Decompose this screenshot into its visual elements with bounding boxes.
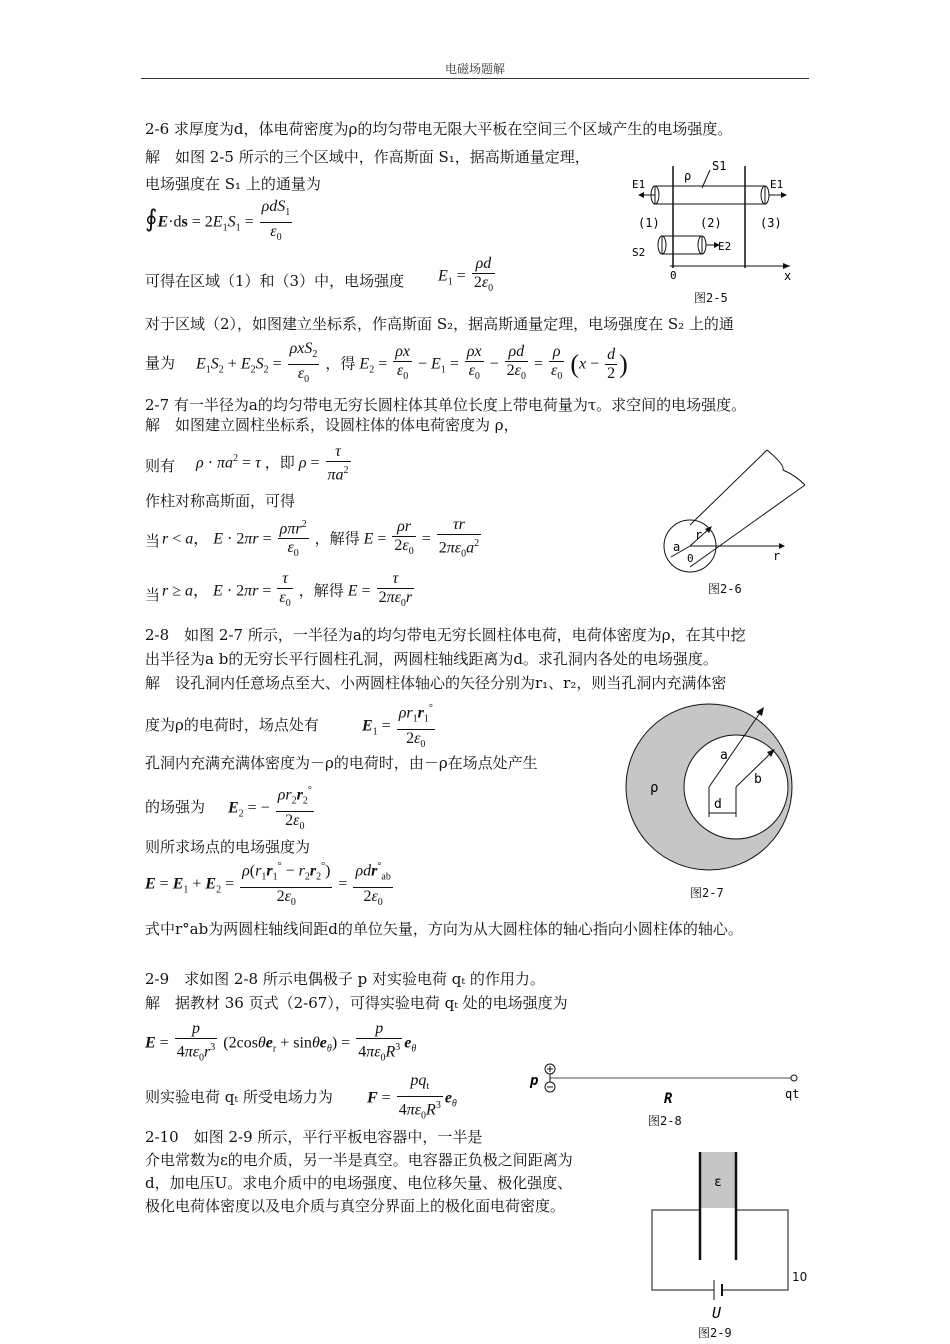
when-lt-label: 当 [145,532,161,550]
fig29-eps: ε [714,1175,722,1190]
region2-text: 对于区域（2），如图建立坐标系，作高斯面 S₂，据高斯通量定理，电场强度在 S₂ 上的通 [145,315,734,333]
fig27-d: d [714,797,722,812]
fig25-region2: (2) [700,216,722,230]
figure-2-5 [630,158,795,288]
solve-label-2: ，解得 [298,581,344,600]
fig25-S2: S2 [632,246,646,259]
solution-2-8-line1: 解 设孔洞内任意场点至大、小两圆柱体轴心的矢径分别为r₁、r₂，则当孔洞内充满体密 [145,674,727,692]
problem-2-10-line4: 极化电荷体密度以及电介质与真空分界面上的极化面电荷密度。 [145,1197,566,1215]
fig25-E1-left: E1 [632,178,646,191]
fig25-E2: E2 [718,240,732,253]
fig25-S1: S1 [712,159,727,173]
equation-rho-tau: $\rho \cdot \pi a^2 = \tau$ ，即 ρ = $\frac{\tau}{\pi a^2}$ [196,443,349,484]
equation-region2: $E_1S_2 + E_2S_2$ = $\frac{\rho xS_2}{\varepsilon_0}$ ，得 $E_2$ = $\frac{\rho x}{\varepsilon_0}$ − $E_1$ = $\frac{\rho x}{\varepsilon_0}$ − $\frac{\rho d}{2\varepsilon_0}$ = $\frac{\rho}{\varepsilon_0}$ (x − $\frac{d}{2}$ ) [196,340,628,386]
solution-2-8-line4: 的场强为 [145,798,206,816]
fig29-U: U [712,1304,722,1322]
solution-2-8-line3: 孔洞内充满充满体密度为－ρ的电荷时，由－ρ在场点处产生 [145,754,538,772]
caption-2-5: 图2-5 [694,291,728,305]
fig27-a: a [720,748,728,763]
solution-2-6-intro: 解 如图 2-5 所示的三个区域中，作高斯面 S₁，据高斯通量定理， [145,148,590,166]
caption-2-7: 图2-7 [690,886,724,900]
solution-2-8-line5: 则所求场点的电场强度为 [145,838,311,856]
problem-2-10-line2: 介电常数为ε的电介质，另一半是真空。电容器正负极之间距离为 [145,1151,573,1169]
figure-2-6 [655,445,815,575]
when-ge-label: 当 [145,586,161,604]
equation-E2-cavity: $E_2$ = − $\frac{\rho r_2r_2^\circ}{2\varepsilon_0}$ [228,782,316,836]
caption-2-9: 图2-9 [698,1326,732,1340]
solution-2-8-line2: 度为ρ的电荷时，场点处有 [145,716,319,734]
caption-2-6: 图2-6 [708,582,742,596]
equation-E-total: $E = E_1 + E_2$ = $\frac{\rho(r_1r_1^\circ - r_2r_2^\circ)}{2\varepsilon_0}$ = $\frac{\rho dr^\circ_{ab}}{2\varepsilon_0}$ [145,858,395,912]
gauss-surface-text: 作柱对称高斯面，可得 [145,492,296,510]
then-label: 则有 [145,457,176,475]
region13-text: 可得在区域（1）和（3）中，电场强度 [145,272,405,290]
solution-2-7-intro: 解 如图建立圆柱坐标系，设圆柱体的体电荷密度为 ρ， [145,416,519,434]
equation-inside: r < a， E · 2πr = $\frac{\rho\pi r^2}{\varepsilon_0}$ ，解得 E = $\frac{\rho r}{2\varepsilon_0}$ = $\frac{\tau r}{2\pi\varepsilon_0a^2}$ [162,516,480,560]
fig26-origin: 0 [687,552,694,565]
flux-intro: 电场强度在 S₁ 上的通量为 [145,175,321,193]
figure-2-9 [650,1150,790,1325]
fig26-r-label: r [695,528,703,542]
de-label: ，得 [325,354,356,373]
equation-outside: r ≥ a， E · 2πr = $\frac{\tau}{\varepsilon_0}$ ，解得 E = $\frac{\tau}{2\pi\varepsilon_0r}$ [162,570,413,610]
ji-label: ，即 [264,453,295,472]
equation-force: F = $\frac{pq_t}{4\pi\varepsilon_0R^3}$ $e_\theta$ [367,1072,457,1122]
solution-2-9-intro: 解 据教材 36 页式（2-67），可得实验电荷 qₜ 处的电场强度为 [145,994,568,1012]
fig28-qt: qt [785,1087,800,1101]
problem-2-9-text: 2-9 求如图 2-8 所示电偶极子 p 对实验电荷 qₜ 的作用力。 [145,970,545,988]
fig25-rho: ρ [684,169,692,183]
problem-2-10-line3: d，加电压U。求电介质中的电场强度、电位移矢量、极化强度、 [145,1174,573,1192]
page-header: 电磁场题解 [444,62,505,76]
solution-2-8-line6: 式中r°ab为两圆柱轴线间距d的单位矢量，方向为从大圆柱体的轴心指向小圆柱体的轴心。 [145,920,743,938]
fig28-R: R [664,1091,673,1107]
problem-2-8-line1: 2-8 如图 2-7 所示，一半径为a的均匀带电无穷长圆柱体电荷，电荷体密度为ρ，在其中挖 [145,626,746,644]
caption-2-8: 图2-8 [648,1114,682,1128]
fig25-x: x [784,269,792,283]
fig25-E1-right: E1 [770,178,784,191]
problem-2-8-line2: 出半径为a b的无穷长平行圆柱孔洞，两圆柱轴线距离为d。求孔洞内各处的电场强度。 [145,650,718,668]
force-intro: 则实验电荷 qₜ 所受电场力为 [145,1088,333,1106]
problem-2-6-text: 2-6 求厚度为d，体电荷密度为ρ的均匀带电无限大平板在空间三个区域产生的电场强度。 [145,120,733,138]
fig26-axis-r: r [773,549,781,563]
equation-dipole-field: E = $\frac{p}{4\pi\varepsilon_0r^3}$ (2cosθe$_r$ + sinθe$_\theta$) = $\frac{p}{4\pi\varepsilon_0R^3}$ $e_\theta$ [145,1020,417,1064]
fig28-p: p [530,1073,539,1089]
equation-flux: ∮E·ds = $2E_1S_1$ = $\frac{\rho dS_1}{\varepsilon_0}$ [145,198,291,244]
fig25-region1: (1) [638,216,660,230]
fig27-rho: ρ [650,780,659,796]
problem-2-7-text: 2-7 有一半径为a的均匀带电无穷长圆柱体其单位长度上带电荷量为τ。求空间的电场强度。 [145,396,747,414]
page-number: 10 [792,1270,808,1284]
figure-2-8 [526,1058,806,1113]
problem-2-10-line1: 2-10 如图 2-9 所示，平行平板电容器中，一半是 [145,1128,483,1146]
equation-E1: $E_1$ = $\frac{\rho d}{2\varepsilon_0}$ [438,255,494,295]
quantity-label: 量为 [145,354,176,372]
solve-label-1: ，解得 [314,529,360,548]
equation-E1-cavity: $E_1$ = $\frac{\rho r_1r_1^\circ}{2\varepsilon_0}$ [362,700,437,754]
fig26-a-label: a [673,540,681,554]
header-rule [141,78,809,79]
figure-2-7 [612,697,812,882]
fig25-origin: 0 [670,269,677,282]
fig25-region3: (3) [760,216,782,230]
fig27-b: b [754,772,762,787]
